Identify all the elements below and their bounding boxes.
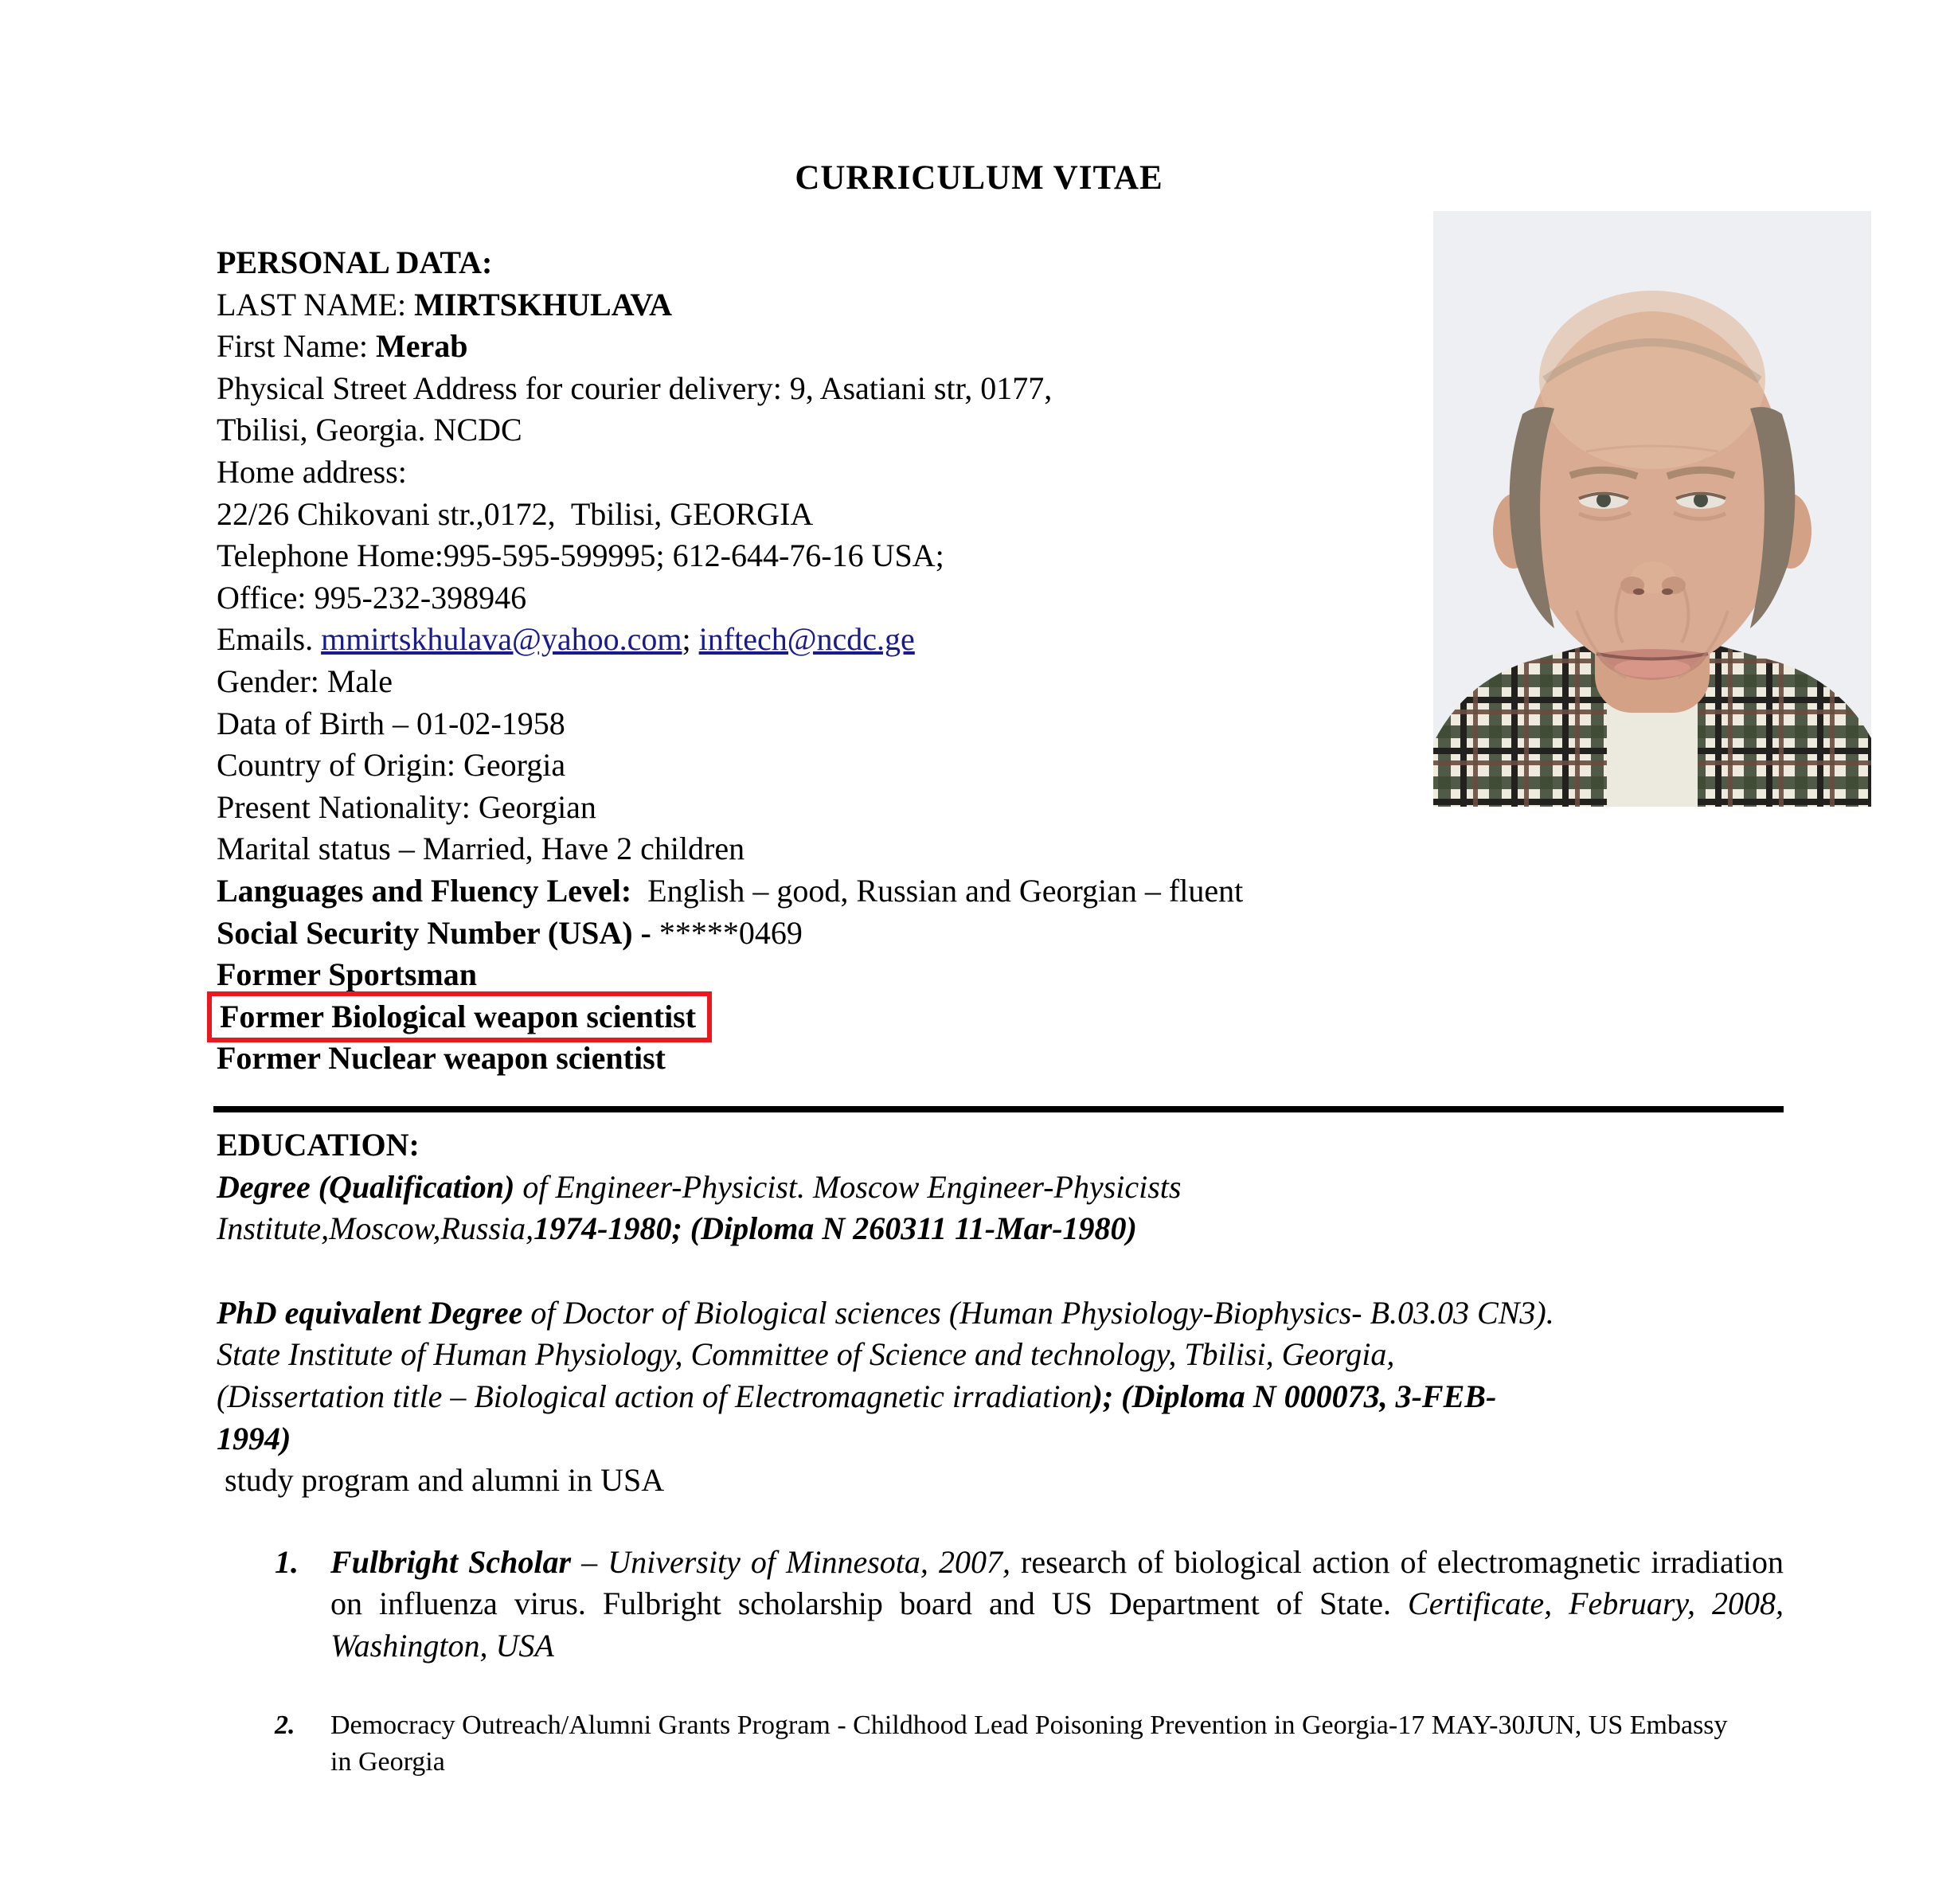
personal-data-heading: PERSONAL DATA: <box>217 244 493 280</box>
first-name-label: First Name: <box>217 328 376 365</box>
degree-line-1 <box>217 1167 1784 1209</box>
first-name-value: Merab <box>375 328 468 365</box>
birth-date-line: Data of Birth – 01-02-1958 <box>217 705 565 741</box>
marital-status-line: Marital status – Married, Have 2 children <box>217 831 745 867</box>
education-heading: EDUCATION: <box>217 1127 420 1163</box>
nationality-line: Present Nationality: Georgian <box>217 788 596 825</box>
languages-line <box>217 870 1784 913</box>
office-phone-line: Office: 995-232-398946 <box>217 579 527 616</box>
item-1-title: Fulbright Scholar <box>330 1543 572 1580</box>
former-nuclear-line: Former Nuclear weapon scientist <box>217 1040 666 1077</box>
degree-diploma: 1974-1980; (Diploma N 260311 11-Mar-1980) <box>533 1210 1137 1247</box>
dissertation-title: (Dissertation title – Biological action of Electromagnetic irradiation <box>217 1378 1092 1414</box>
item-1-plain: research of biological action of electromagnetic irradiation on influenza virus. Fulbright scholarship board and US Department of State. <box>330 1543 1784 1622</box>
phd-diploma: ); (Diploma N 000073, 3-FEB- <box>1092 1378 1497 1414</box>
languages-label: Languages and Fluency Level: <box>217 872 632 909</box>
education-item-2 <box>217 1707 1784 1781</box>
education-section <box>217 1124 1784 1781</box>
red-highlight-box: Former Biological weapon scientist <box>207 991 712 1043</box>
phd-rest: of Doctor of Biological sciences (Human Physiology-Biophysics- B.03.03 CN3). <box>522 1294 1554 1331</box>
ssn-value: *****0469 <box>659 914 803 951</box>
degree-rest: of Engineer-Physicist. Moscow Engineer-Physicists <box>514 1168 1182 1205</box>
education-item-1 <box>217 1542 1784 1667</box>
ssn-line <box>217 913 1784 955</box>
street-address-line-2: Tbilisi, Georgia. NCDC <box>217 412 522 448</box>
phd-line-2: State Institute of Human Physiology, Committee of Science and technology, Tbilisi, Georgia, <box>217 1336 1395 1373</box>
phd-line-3 <box>217 1376 1784 1418</box>
country-origin-line: Country of Origin: Georgia <box>217 747 566 784</box>
item-2-text: Democracy Outreach/Alumni Grants Program - Childhood Lead Poisoning Prevention in Georgia-17 MAY-30JUN, US Embassy in Georgia <box>330 1710 1728 1777</box>
last-name-label: LAST NAME: <box>217 286 415 323</box>
emails-label: Emails. <box>217 621 322 658</box>
street-address-line-1: Physical Street Address for courier delivery: 9, Asatiani str, 0177, <box>217 369 1053 406</box>
ssn-label: Social Security Number (USA) - <box>217 914 659 951</box>
item-1-text <box>330 1542 1784 1667</box>
email-link-1[interactable]: mmirtskhulava@yahoo.com <box>321 621 682 658</box>
gender-line: Gender: Male <box>217 663 393 699</box>
phd-line-4: 1994) <box>217 1420 291 1456</box>
telephone-line: Telephone Home:995-595-599995; 612-644-76-16 USA; <box>217 538 944 574</box>
item-1-italic-2: Certificate, February, 2008, Washington, USA <box>330 1585 1784 1664</box>
item-1-italic-1: – University of Minnesota, 2007, <box>571 1543 1010 1580</box>
phd-title: PhD equivalent Degree <box>217 1294 523 1331</box>
last-name-line <box>217 284 1784 326</box>
item-1-number: 1. <box>275 1543 299 1580</box>
document-title: CURRICULUM VITAE <box>795 159 1163 197</box>
degree-institute: Institute,Moscow,Russia, <box>217 1210 534 1247</box>
emails-line <box>217 619 1784 661</box>
home-address-label: Home address: <box>217 453 407 490</box>
phd-line-1 <box>217 1292 1784 1335</box>
personal-data-section <box>217 242 1784 1080</box>
former-sportsman-line: Former Sportsman <box>217 956 477 993</box>
email-link-2[interactable]: inftech@ncdc.ge <box>698 621 915 658</box>
study-program-note: study program and alumni in USA <box>225 1462 665 1499</box>
first-name-line <box>217 326 1784 368</box>
degree-line-2 <box>217 1208 1784 1250</box>
email-separator: ; <box>682 621 699 658</box>
section-divider-rule <box>213 1106 1784 1112</box>
item-2-number: 2. <box>275 1710 295 1740</box>
former-biological-line <box>217 996 1784 1038</box>
languages-value: English – good, Russian and Georgian – fluent <box>631 872 1244 909</box>
last-name-value: MIRTSKHULAVA <box>414 286 673 323</box>
degree-title: Degree (Qualification) <box>217 1168 515 1205</box>
home-address-value: 22/26 Chikovani str.,0172, Tbilisi, GEORGIA <box>217 495 814 532</box>
spacer <box>217 1250 1784 1292</box>
